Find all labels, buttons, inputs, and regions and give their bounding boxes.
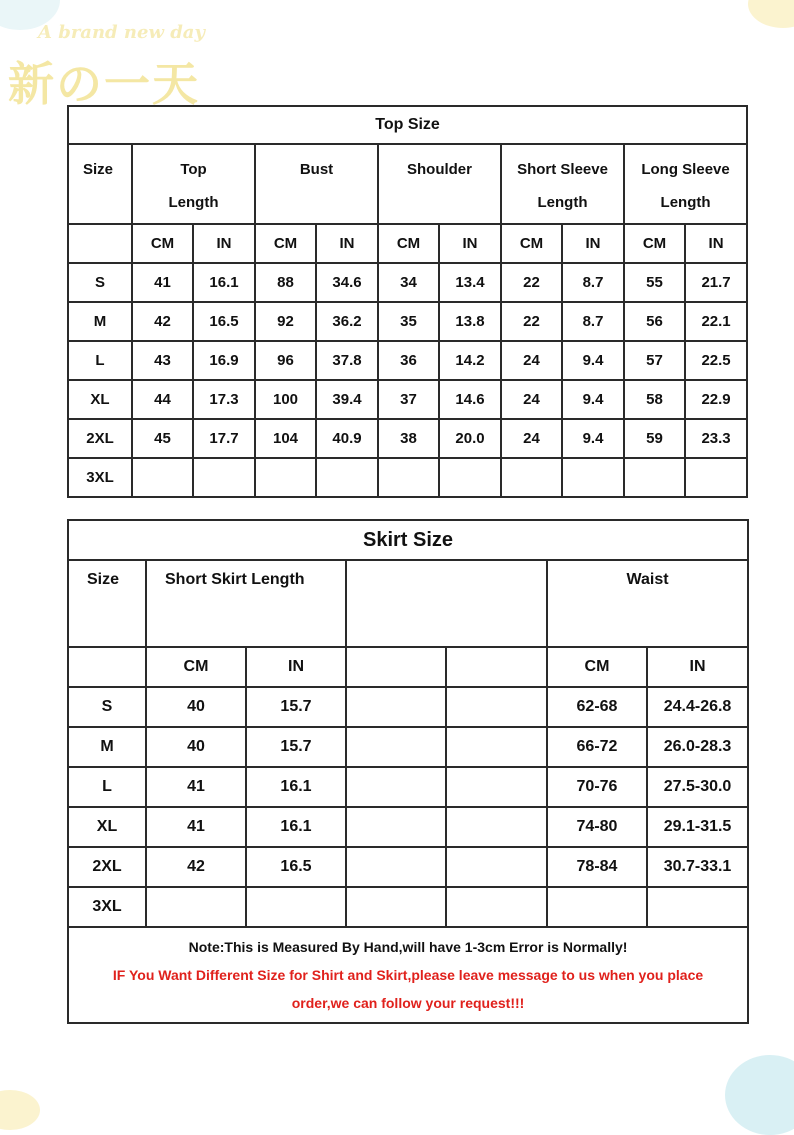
- measurement-cell: 16.5: [193, 302, 255, 341]
- unit-cell: [346, 647, 446, 687]
- measurement-cell: 36: [378, 341, 439, 380]
- table-row: [68, 302, 747, 341]
- measurement-cell: 66-72: [547, 727, 647, 767]
- header-short-skirt-length: Short Skirt Length: [146, 560, 346, 647]
- measurement-cell: 78-84: [547, 847, 647, 887]
- size-label-cell: S: [68, 263, 132, 302]
- units-blank-cell: [68, 647, 146, 687]
- size-label-cell: XL: [68, 807, 146, 847]
- table-row: [68, 687, 748, 727]
- measurement-cell: 62-68: [547, 687, 647, 727]
- measurement-cell: 36.2: [316, 302, 378, 341]
- measurement-cell: 16.5: [246, 847, 346, 887]
- skirt-size-title: Skirt Size: [68, 520, 748, 560]
- measurement-cell: 16.1: [193, 263, 255, 302]
- unit-cell: CM: [501, 224, 562, 263]
- measurement-cell: 13.8: [439, 302, 501, 341]
- header-short-sleeve-length: Short Sleeve Length: [501, 144, 624, 224]
- measurement-cell: 16.1: [246, 807, 346, 847]
- measurement-cell: [446, 887, 547, 927]
- measurement-cell: [647, 887, 748, 927]
- measurement-cell: 22: [501, 263, 562, 302]
- measurement-cell: 37: [378, 380, 439, 419]
- measurement-cell: 55: [624, 263, 685, 302]
- table-row: [68, 458, 747, 497]
- measurement-cell: 29.1-31.5: [647, 807, 748, 847]
- measurement-cell: 39.4: [316, 380, 378, 419]
- measurement-cell: 96: [255, 341, 316, 380]
- measurement-cell: 57: [624, 341, 685, 380]
- measurement-cell: 40: [146, 687, 246, 727]
- measurement-cell: [346, 807, 446, 847]
- measurement-cell: 88: [255, 263, 316, 302]
- unit-cell: IN: [316, 224, 378, 263]
- header-shoulder: Shoulder: [378, 144, 501, 224]
- measurement-cell: [446, 687, 547, 727]
- measurement-cell: [446, 767, 547, 807]
- custom-size-request-line-2: order,we can follow your request!!!: [291, 995, 525, 1011]
- measurement-cell: 22.5: [685, 341, 747, 380]
- unit-cell: IN: [193, 224, 255, 263]
- measurement-cell: 23.3: [685, 419, 747, 458]
- measurement-cell: 100: [255, 380, 316, 419]
- measurement-cell: 14.2: [439, 341, 501, 380]
- measurement-cell: 59: [624, 419, 685, 458]
- measurement-cell: 17.7: [193, 419, 255, 458]
- measurement-cell: 37.8: [316, 341, 378, 380]
- decor-blob-top-right: [748, 0, 794, 28]
- measurement-cell: [624, 458, 685, 497]
- unit-cell: IN: [685, 224, 747, 263]
- measurement-cell: 24.4-26.8: [647, 687, 748, 727]
- measurement-cell: 9.4: [562, 341, 624, 380]
- measurement-cell: 13.4: [439, 263, 501, 302]
- unit-cell: CM: [132, 224, 193, 263]
- header-size: Size: [68, 144, 132, 224]
- measurement-cell: [346, 847, 446, 887]
- top-size-table: [67, 105, 748, 498]
- measurement-cell: 24: [501, 341, 562, 380]
- measurement-cell: 74-80: [547, 807, 647, 847]
- unit-cell: IN: [439, 224, 501, 263]
- top-size-header-row: [68, 144, 747, 224]
- header-size: Size: [68, 560, 146, 647]
- brand-tagline: A brand new day: [38, 22, 205, 43]
- size-label-cell: M: [68, 302, 132, 341]
- size-note: [68, 927, 748, 1023]
- measurement-cell: [378, 458, 439, 497]
- measurement-cell: 9.4: [562, 419, 624, 458]
- measurement-cell: [547, 887, 647, 927]
- measurement-cell: 43: [132, 341, 193, 380]
- table-row: [68, 380, 747, 419]
- skirt-size-header-row: [68, 560, 748, 647]
- measurement-cell: 24: [501, 380, 562, 419]
- measurement-cell: 22: [501, 302, 562, 341]
- measurement-cell: 45: [132, 419, 193, 458]
- unit-cell: CM: [255, 224, 316, 263]
- measurement-cell: 70-76: [547, 767, 647, 807]
- measurement-cell: 16.9: [193, 341, 255, 380]
- size-label-cell: XL: [68, 380, 132, 419]
- measurement-cell: 41: [146, 767, 246, 807]
- decor-blob-bottom-left: [0, 1090, 40, 1130]
- measurement-cell: [501, 458, 562, 497]
- measurement-cell: [346, 887, 446, 927]
- top-size-title: Top Size: [68, 106, 747, 144]
- measurement-cell: 104: [255, 419, 316, 458]
- measurement-cell: 16.1: [246, 767, 346, 807]
- skirt-size-units-row: [68, 647, 748, 687]
- table-row: [68, 263, 747, 302]
- measurement-cell: [255, 458, 316, 497]
- measurement-cell: [346, 727, 446, 767]
- measurement-cell: [132, 458, 193, 497]
- skirt-size-table: [67, 519, 749, 1024]
- measurement-cell: [246, 887, 346, 927]
- measurement-cell: [346, 687, 446, 727]
- measurement-cell: 58: [624, 380, 685, 419]
- measurement-cell: [562, 458, 624, 497]
- measurement-cell: 21.7: [685, 263, 747, 302]
- measurement-cell: 56: [624, 302, 685, 341]
- measurement-cell: [446, 807, 547, 847]
- size-label-cell: 3XL: [68, 887, 146, 927]
- unit-cell: CM: [547, 647, 647, 687]
- custom-size-request-line-1: IF You Want Different Size for Shirt and Skirt,please leave message to us when you place: [112, 967, 704, 983]
- unit-cell: CM: [624, 224, 685, 263]
- measurement-cell: [146, 887, 246, 927]
- size-label-cell: L: [68, 341, 132, 380]
- unit-cell: [446, 647, 547, 687]
- measurement-cell: 41: [146, 807, 246, 847]
- measurement-cell: [446, 847, 547, 887]
- table-row: [68, 887, 748, 927]
- measurement-cell: 44: [132, 380, 193, 419]
- header-waist: Waist: [547, 560, 748, 647]
- measurement-cell: 8.7: [562, 302, 624, 341]
- measurement-cell: 92: [255, 302, 316, 341]
- header-empty: [346, 560, 547, 647]
- measurement-cell: 9.4: [562, 380, 624, 419]
- measurement-cell: 27.5-30.0: [647, 767, 748, 807]
- measurement-cell: [446, 727, 547, 767]
- measurement-cell: 38: [378, 419, 439, 458]
- measurement-cell: 26.0-28.3: [647, 727, 748, 767]
- size-label-cell: M: [68, 727, 146, 767]
- measurement-cell: 40: [146, 727, 246, 767]
- table-row: [68, 807, 748, 847]
- size-label-cell: 2XL: [68, 419, 132, 458]
- size-label-cell: L: [68, 767, 146, 807]
- measurement-cell: 24: [501, 419, 562, 458]
- header-bust: Bust: [255, 144, 378, 224]
- size-label-cell: S: [68, 687, 146, 727]
- measurement-cell: 34.6: [316, 263, 378, 302]
- measurement-cell: 42: [132, 302, 193, 341]
- measurement-cell: 8.7: [562, 263, 624, 302]
- table-row: [68, 767, 748, 807]
- measurement-cell: 22.1: [685, 302, 747, 341]
- measurement-cell: [346, 767, 446, 807]
- measurement-cell: 15.7: [246, 687, 346, 727]
- measurement-note: Note:This is Measured By Hand,will have 1-3cm Error is Normally!: [188, 939, 628, 955]
- measurement-cell: 14.6: [439, 380, 501, 419]
- measurement-cell: 22.9: [685, 380, 747, 419]
- measurement-cell: 35: [378, 302, 439, 341]
- unit-cell: CM: [378, 224, 439, 263]
- measurement-cell: [685, 458, 747, 497]
- measurement-cell: 42: [146, 847, 246, 887]
- size-label-cell: 2XL: [68, 847, 146, 887]
- table-row: [68, 727, 748, 767]
- measurement-cell: 17.3: [193, 380, 255, 419]
- brand-cjk-name: 新の一天: [8, 58, 200, 110]
- measurement-cell: [439, 458, 501, 497]
- measurement-cell: 40.9: [316, 419, 378, 458]
- measurement-cell: 20.0: [439, 419, 501, 458]
- size-label-cell: 3XL: [68, 458, 132, 497]
- decor-blob-bottom-right: [725, 1055, 794, 1135]
- header-long-sleeve-length: Long Sleeve Length: [624, 144, 747, 224]
- top-size-units-row: [68, 224, 747, 263]
- units-blank-cell: [68, 224, 132, 263]
- unit-cell: IN: [246, 647, 346, 687]
- table-row: [68, 847, 748, 887]
- unit-cell: IN: [647, 647, 748, 687]
- unit-cell: CM: [146, 647, 246, 687]
- measurement-cell: 34: [378, 263, 439, 302]
- measurement-cell: [316, 458, 378, 497]
- header-top-length: Top Length: [132, 144, 255, 224]
- table-row: [68, 341, 747, 380]
- measurement-cell: 41: [132, 263, 193, 302]
- unit-cell: IN: [562, 224, 624, 263]
- measurement-cell: 30.7-33.1: [647, 847, 748, 887]
- table-row: [68, 419, 747, 458]
- measurement-cell: [193, 458, 255, 497]
- measurement-cell: 15.7: [246, 727, 346, 767]
